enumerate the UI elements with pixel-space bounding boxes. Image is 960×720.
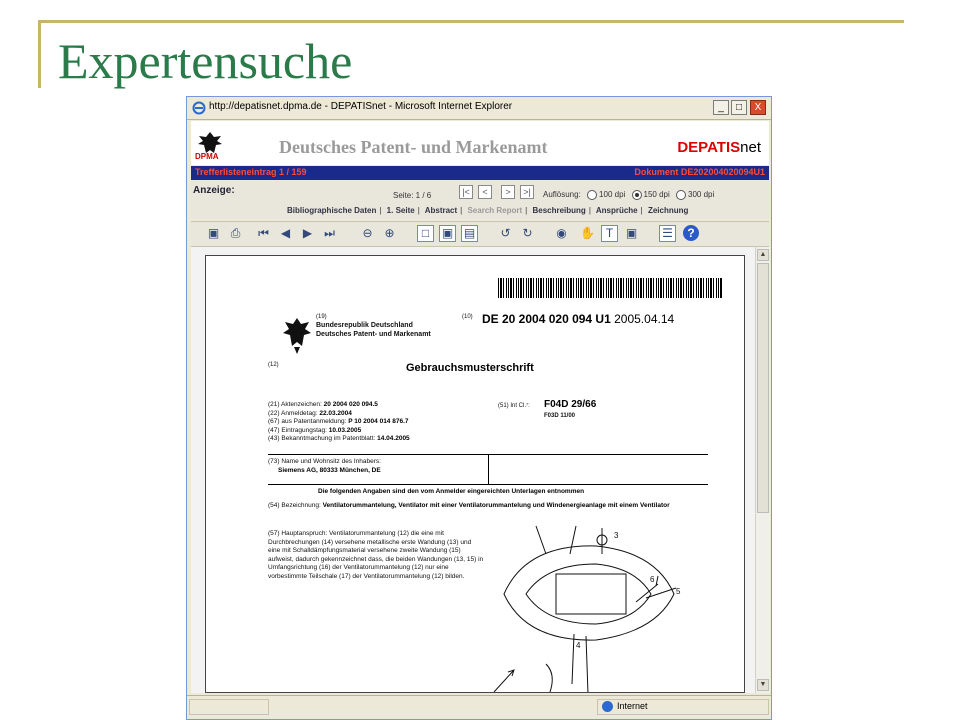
snapshot-icon[interactable]: ▣ — [625, 226, 638, 240]
field-row: (47) Eintragungstag: 10.03.2005 — [268, 426, 362, 434]
last-page-button[interactable]: >| — [520, 185, 534, 199]
tab-bibliographic[interactable]: Bibliographische Daten — [287, 206, 377, 215]
tab-abstract[interactable]: Abstract — [424, 206, 458, 215]
document-type: Gebrauchsmusterschrift — [406, 362, 534, 374]
tab-search-report: Search Report — [467, 206, 523, 215]
drawing-label-3: 3 — [614, 531, 619, 540]
resolution-100-label: 100 dpi — [599, 190, 626, 200]
code-12: (12) — [268, 362, 279, 368]
pub-number: DE 20 2004 020 094 U1 — [482, 312, 611, 326]
federal-eagle-icon — [282, 316, 312, 356]
close-button[interactable]: X — [750, 100, 766, 115]
ipc-secondary: F03D 11/00 — [544, 413, 576, 419]
dpma-header — [191, 121, 769, 165]
depatisnet-brand — [677, 139, 761, 156]
list-icon[interactable]: ☰ — [659, 225, 676, 242]
minimize-button[interactable]: _ — [713, 100, 729, 115]
brand-red: DEPATIS — [677, 139, 741, 156]
resolution-label: Auflösung: — [543, 190, 581, 200]
designation-value: Ventilatorummantelung, Ventilator mit einer Ventilatorummantelung und Windenergieanlage mit einem Ventilator — [322, 502, 670, 509]
country-line-2: Deutsches Patent- und Markenamt — [316, 331, 431, 338]
office-name: Deutsches Patent- und Markenamt — [279, 137, 548, 157]
save-icon[interactable]: ▣ — [207, 226, 220, 240]
country-line-1: Bundesrepublik Deutschland — [316, 322, 413, 329]
browser-titlebar — [187, 97, 771, 120]
designation — [268, 502, 708, 511]
code-19: (19) — [316, 314, 327, 320]
resolution-150-radio[interactable] — [632, 190, 642, 200]
issuing-authority — [316, 321, 431, 339]
status-segment — [189, 699, 269, 715]
drawing-label-4: 4 — [576, 641, 581, 650]
pub-date: 2005.04.14 — [614, 312, 675, 326]
barcode — [498, 278, 722, 298]
code-10: (10) — [462, 314, 473, 320]
owner-block — [268, 458, 381, 475]
resolution-300-radio[interactable] — [676, 190, 686, 200]
tab-claims[interactable]: Ansprüche — [595, 206, 638, 215]
status-zone: Internet — [617, 701, 648, 711]
zoom-in-icon[interactable]: ⊕ — [384, 226, 395, 240]
ie-logo-icon — [192, 101, 206, 115]
print-icon[interactable]: ⎙ — [230, 226, 241, 240]
patent-page — [205, 255, 745, 693]
publication-number — [482, 312, 674, 326]
tab-description[interactable]: Beschreibung — [532, 206, 586, 215]
slide-top-rule — [40, 20, 904, 23]
resolution-100-radio[interactable] — [587, 190, 597, 200]
page-single-icon[interactable]: □ — [417, 225, 434, 242]
slide-left-rule — [38, 20, 41, 88]
browser-title: http://depatisnet.dpma.de - DEPATISnet - Microsoft Internet Explorer — [209, 101, 513, 112]
status-bar — [187, 695, 771, 720]
applicant-hint: Die folgenden Angaben sind den vom Anmelder eingereichten Unterlagen entnommen — [318, 488, 585, 495]
divider — [268, 484, 708, 485]
hand-icon[interactable]: ✋ — [580, 226, 595, 240]
browser-window — [186, 96, 772, 720]
anzeige-label: Anzeige: — [193, 185, 235, 196]
ipc-label: (51) Int Cl.⁷: — [498, 403, 530, 409]
binoculars-icon[interactable]: ◉ — [556, 226, 567, 240]
ipc-main: F04D 29/66 — [544, 399, 597, 410]
display-controls — [191, 181, 769, 219]
document-id: Dokument DE202004020094U1 — [634, 167, 765, 177]
owner-label: (73) Name und Wohnsitz des Inhabers: — [268, 458, 381, 465]
resolution-group — [543, 190, 714, 200]
first-page-button[interactable]: |< — [459, 185, 473, 199]
drawing-label-5: 5 — [676, 587, 681, 596]
field-row: (43) Bekanntmachung im Patentblatt: 14.04.2005 — [268, 435, 410, 443]
resolution-150-label: 150 dpi — [643, 190, 670, 200]
document-viewer — [191, 247, 755, 693]
field-row: (21) Aktenzeichen: 20 2004 020 094.5 — [268, 401, 378, 408]
resolution-300-label: 300 dpi — [688, 190, 715, 200]
first-page-icon[interactable]: ⏮ — [258, 226, 269, 240]
scroll-down-icon[interactable]: ▼ — [757, 679, 769, 691]
next-page-icon[interactable]: ▶ — [302, 226, 313, 240]
text-select-icon[interactable]: T — [601, 225, 618, 242]
scroll-thumb[interactable] — [757, 263, 769, 513]
field-row: (22) Anmeldetag: 22.03.2004 — [268, 409, 352, 417]
patent-drawing — [486, 524, 686, 693]
zoom-out-icon[interactable]: ⊖ — [362, 226, 373, 240]
divider — [488, 454, 489, 484]
scroll-up-icon[interactable]: ▲ — [757, 249, 769, 261]
prev-page-button[interactable]: < — [478, 185, 492, 199]
rotate-left-icon[interactable]: ↺ — [500, 226, 511, 240]
rotate-right-icon[interactable]: ↻ — [522, 226, 533, 240]
page-fit-icon[interactable]: ▣ — [439, 225, 456, 242]
last-page-icon[interactable]: ⏭ — [324, 226, 335, 240]
tab-first-page[interactable]: 1. Seite — [386, 206, 415, 215]
slide-title: Expertensuche — [58, 33, 353, 89]
viewer-toolbar — [191, 221, 769, 247]
brand-black: net — [740, 139, 761, 156]
dpma-logo-text: DPMA — [195, 152, 219, 161]
document-tabs: Bibliographische Daten | 1. Seite | Abstract | Search Report | Beschreibung | Ansprüche | Zeichnung — [287, 206, 689, 215]
page-indicator: Seite: 1 / 6 — [393, 191, 432, 200]
bibliographic-fields — [268, 401, 410, 444]
result-bar — [191, 166, 769, 180]
internet-globe-icon — [602, 701, 613, 712]
help-icon[interactable]: ? — [683, 225, 699, 241]
prev-page-icon[interactable]: ◀ — [280, 226, 291, 240]
next-page-button[interactable]: > — [501, 185, 515, 199]
page-width-icon[interactable]: ▤ — [461, 225, 478, 242]
result-position: Trefferlisteneintrag 1 / 159 — [195, 167, 307, 177]
tab-drawing[interactable]: Zeichnung — [647, 206, 689, 215]
owner-value: Siemens AG, 80333 München, DE — [278, 466, 381, 474]
field-row: (67) aus Patentanmeldung: P 10 2004 014 876.7 — [268, 418, 409, 426]
maximize-button[interactable]: □ — [731, 100, 747, 115]
drawing-label-6: 6 — [650, 575, 655, 584]
main-claim: (57) Hauptanspruch: Ventilatorummantelung (12) die eine mit Durchbrechungen (14) versehene metallische erste Wandung (13) und eine mit Schalldämpfungsmaterial versehene zweite Wandung (15) aufweist, dadurch gekennzeichnet dass, die beiden Wandungen (13, 15) in Umfangsrichtung (16) der Ventilatorummantelung (12) nur eine vorbestimmte Teilschale (17) der Ventilatorummantelung (12) bilden. — [268, 530, 484, 580]
vertical-scrollbar[interactable] — [755, 247, 770, 693]
designation-label: (54) Bezeichnung: — [268, 502, 321, 509]
